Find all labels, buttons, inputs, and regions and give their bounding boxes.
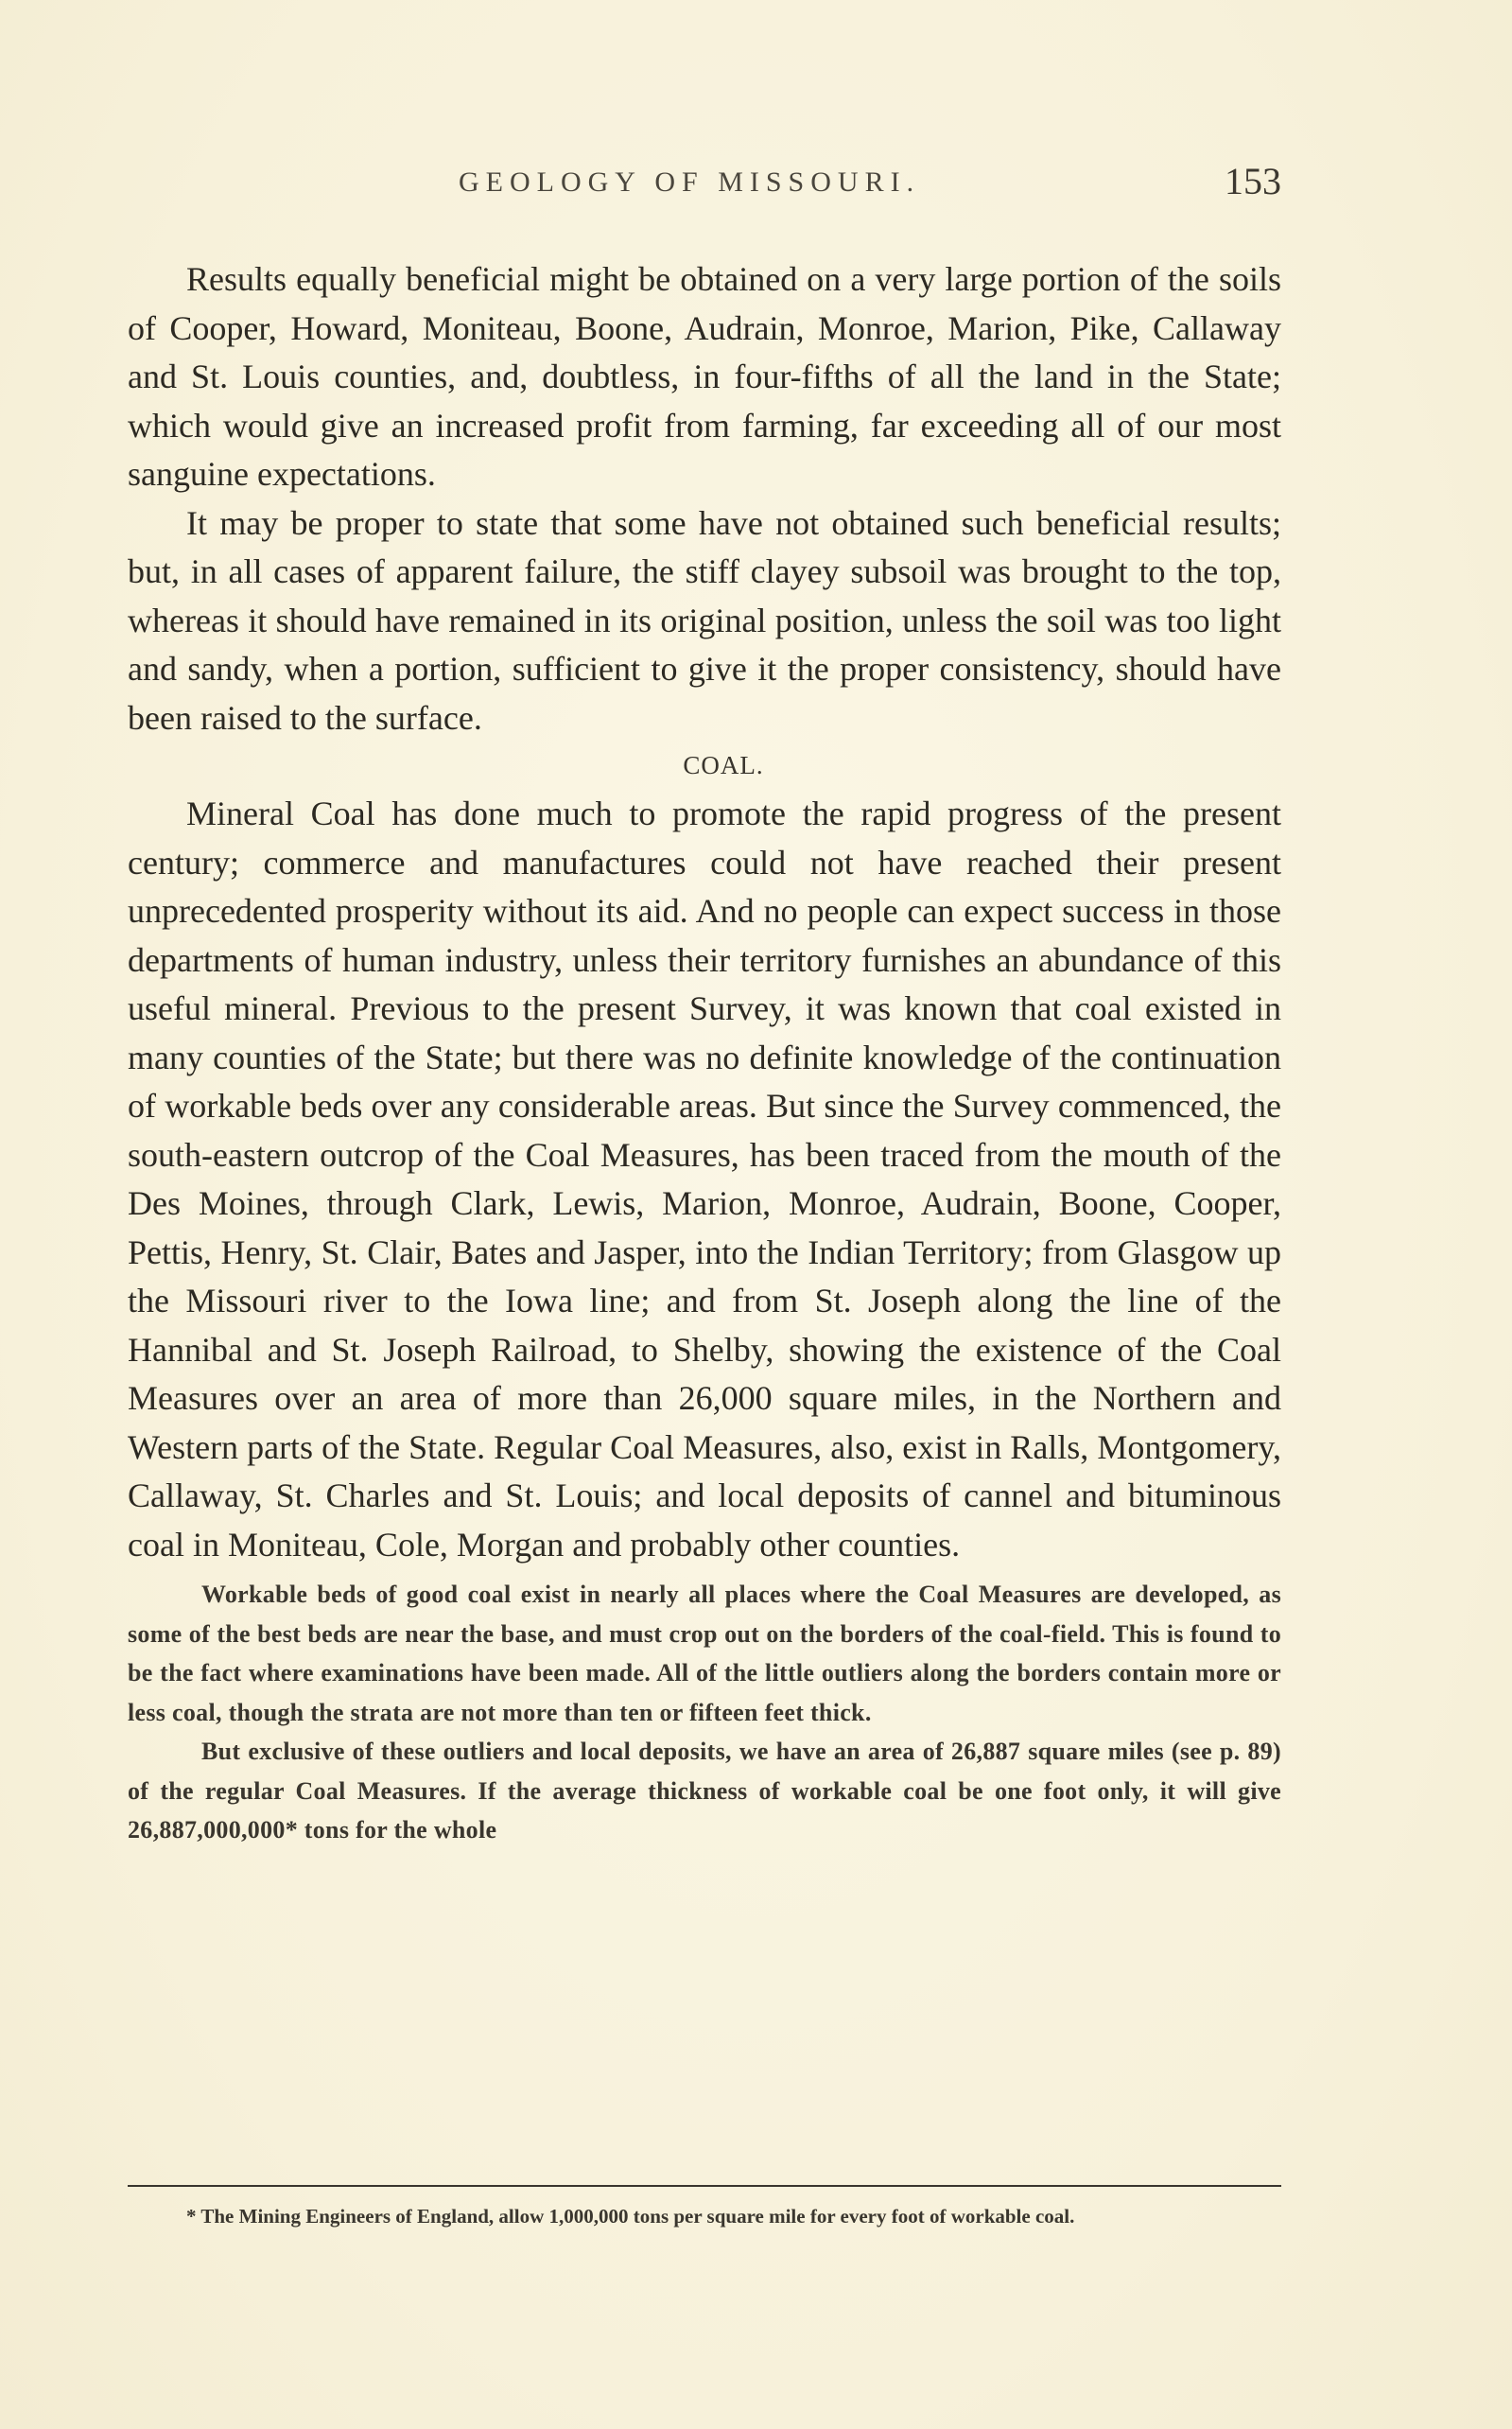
paragraph-mineral-coal: Mineral Coal has done much to promote the rapid progress of the present century; commerce and manufactures could not have reached their present unprecedented prosperity without its aid. And no people can expect success in those departments of human industry, unless their territory furnishes an abundance of this useful mineral. Previous to the present Survey, it was known that coal existed in many counties of the State; but there was no definite knowledge of the continuation of workable beds over any considerable areas. But since the Survey commenced, the south-eastern outcrop of the Coal Measures, has been traced from the mouth of the Des Moines, through Clark, Lewis, Marion, Monroe, Audrain, Boone, Cooper, Pettis, Henry, St. Clair, Bates and Jasper, into the Indian Territory; from Glasgow up the Missouri river to the Iowa line; and from St. Joseph along the line of the Hannibal and St. Joseph Railroad, to Shelby, showing the existence of the Coal Measures over an area of more than 26,000 square miles, in the Northern and Western parts of the State. Regular Coal Measures, also, exist in Ralls, Montgomery, Callaway, St. Charles and St. Louis; and local deposits of cannel and bituminous coal in Moniteau, Cole, Morgan and probably other counties. [128,795,1281,1564]
paragraph-coal-area-estimate: But exclusive of these outliers and local deposits, we have an area of 26,887 square miles (see p. 89) of the regular Coal Measures. If the average thickness of workable coal be one foot only, it will give 26,887,000,000* tons for the whole [128,1738,1281,1844]
page-number: 153 [1225,160,1281,202]
section-heading-coal: COAL. [683,751,764,779]
running-title: GEOLOGY OF MISSOURI. [459,166,921,198]
paragraph-soil-results: Results equally beneficial might be obtained on a very large portion of the soils of Cooper, Howard, Moniteau, Boone, Audrain, Monroe, Marion, Pike, Callaway and St. Louis counties, and, doubtless, in four-fifths of all the land in the State; which would give an increased profit from farming, far exceeding all of our most sanguine expectations. [128,260,1281,493]
paragraph-workable-beds: Workable beds of good coal exist in nearly all places where the Coal Measures are developed, as some of the best beds are near the base, and must crop out on the borders of the coal-field. This is found to be the fact where examinations have been made. All of the little outliers along the borders contain more or less coal, though the strata are not more than ten or fifteen feet thick. [128,1581,1281,1726]
running-head [128,159,1281,216]
footnote-divider [128,2185,1281,2187]
footnote: * The Mining Engineers of England, allow 1,000,000 tons per square mile for every foot of workable coal. [186,2205,1075,2228]
body-text [128,255,1281,1850]
paragraph-subsoil-caution: It may be proper to state that some have not obtained such beneficial results; but, in all cases of apparent failure, the stiff clayey subsoil was brought to the top, whereas it should have remained in its original position, unless the soil was too light and sandy, when a portion, sufficient to give it the proper consistency, should have been raised to the surface. [128,503,1281,737]
